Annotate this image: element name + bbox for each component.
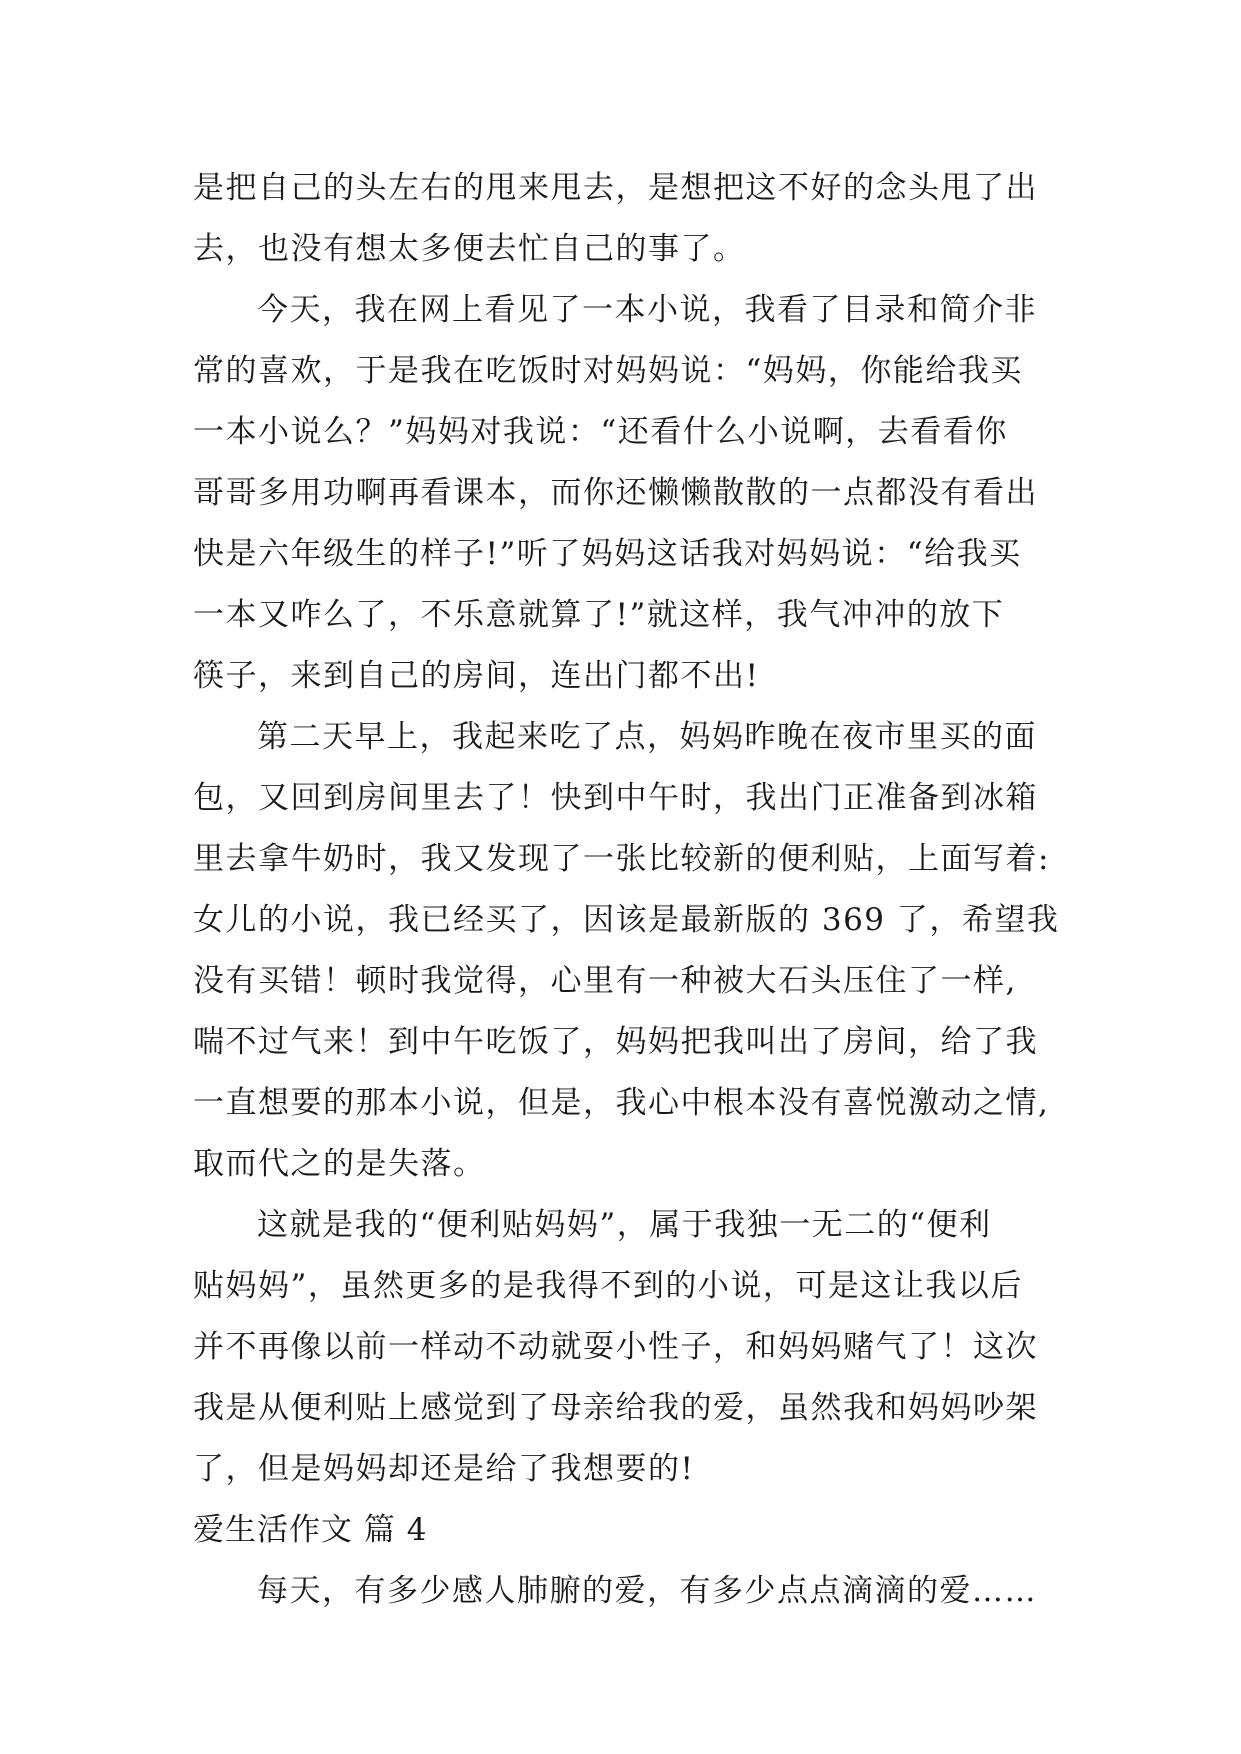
- paragraph-line: 第二天早上，我起来吃了点，妈妈昨晚在夜市里买的面: [257, 719, 1037, 755]
- paragraph-line: 去，也没有想太多便去忙自己的事了。: [193, 231, 746, 267]
- paragraph-line: 一本小说么？”妈妈对我说：“还看什么小说啊，去看看你: [193, 414, 1008, 450]
- paragraph-line: 并不再像以前一样动不动就耍小性子，和妈妈赌气了！这次: [193, 1329, 1038, 1365]
- paragraph-line: 快是六年级生的样子!”听了妈妈这话我对妈妈说：“给我买: [193, 536, 1022, 572]
- paragraph-line: 常的喜欢，于是我在吃饭时对妈妈说：“妈妈，你能给我买: [193, 353, 1023, 389]
- paragraph-line: 今天，我在网上看见了一本小说，我看了目录和简介非: [257, 292, 1037, 328]
- document-body: [193, 158, 1063, 1622]
- paragraph-line: 筷子，来到自己的房间，连出门都不出!: [193, 658, 760, 694]
- paragraph-line: 里去拿牛奶时，我又发现了一张比较新的便利贴，上面写着:: [193, 841, 1050, 877]
- paragraph-line: 喘不过气来！到中午吃饭了，妈妈把我叫出了房间，给了我: [193, 1024, 1038, 1060]
- paragraph-line: 这就是我的“便利贴妈妈”，属于我独一无二的“便利: [257, 1207, 992, 1243]
- paragraph-line: 没有买错！顿时我觉得，心里有一种被大石头压住了一样,: [193, 963, 1017, 999]
- paragraph-line: 取而代之的是失落。: [193, 1146, 486, 1182]
- paragraph-line: 女儿的小说，我已经买了，因该是最新版的 369 了，希望我: [193, 902, 1060, 938]
- paragraph-line: 哥哥多用功啊再看课本，而你还懒懒散散的一点都没有看出: [193, 475, 1038, 511]
- paragraph-line: 我是从便利贴上感觉到了母亲给我的爱，虽然我和妈妈吵架: [193, 1390, 1038, 1426]
- paragraph-line: 一本又咋么了，不乐意就算了!”就这样，我气冲冲的放下: [193, 597, 1005, 633]
- paragraph-line: 一直想要的那本小说，但是，我心中根本没有喜悦激动之情,: [193, 1085, 1050, 1121]
- paragraph-line: 贴妈妈”，虽然更多的是我得不到的小说，可是这让我以后: [193, 1268, 1023, 1304]
- paragraph-line: 是把自己的头左右的甩来甩去，是想把这不好的念头甩了出: [193, 170, 1038, 206]
- paragraph-line: 每天，有多少感人肺腑的爱，有多少点点滴滴的爱……: [257, 1573, 1037, 1609]
- section-heading: 爱生活作文 篇 4: [193, 1512, 428, 1548]
- paragraph-line: 包，又回到房间里去了！快到中午时，我出门正准备到冰箱: [193, 780, 1038, 816]
- paragraph-line: 了，但是妈妈却还是给了我想要的!: [193, 1451, 695, 1487]
